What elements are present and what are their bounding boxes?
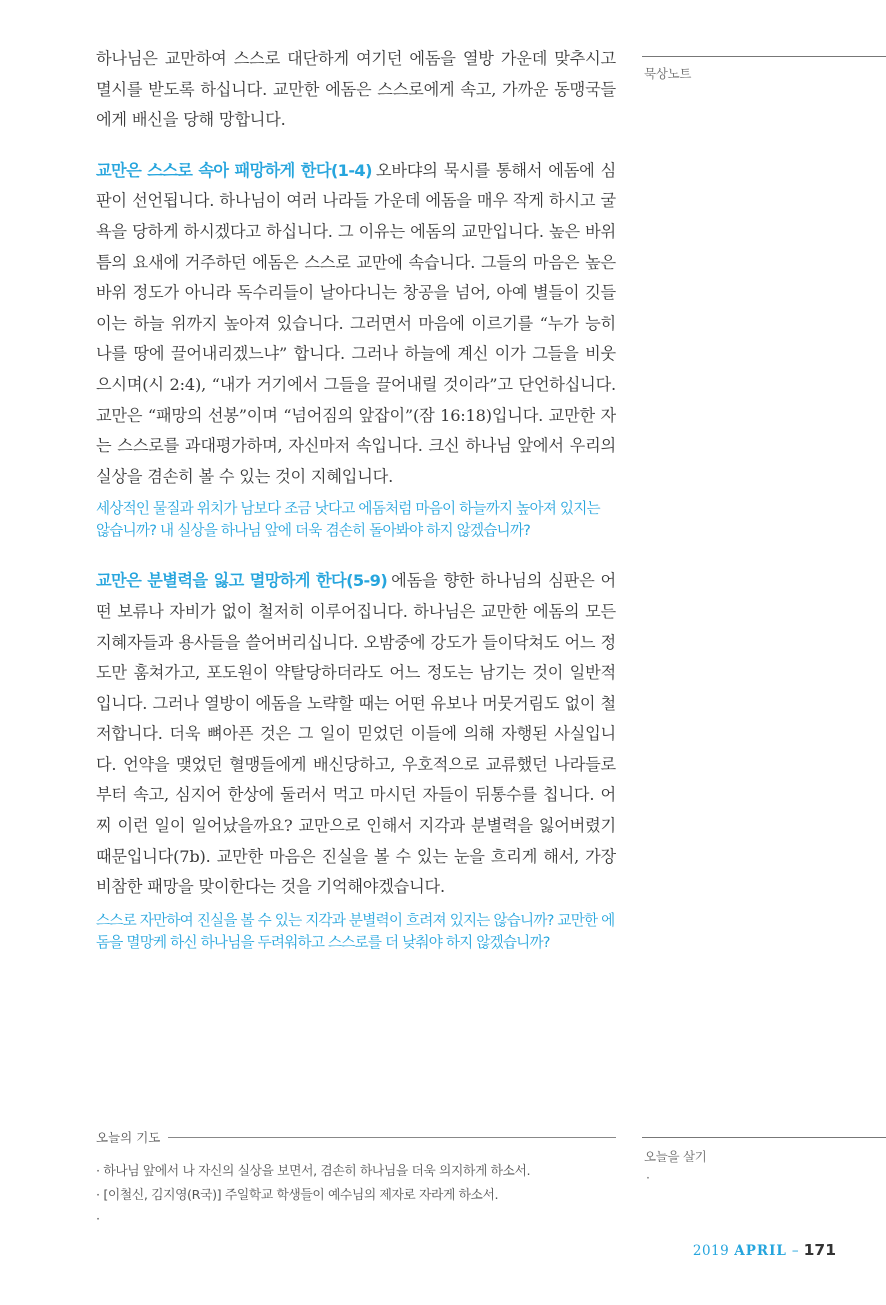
section-1-heading: 교만은 스스로 속아 패망하게 한다(1-4) bbox=[96, 160, 372, 180]
meditation-note-label: 묵상노트 bbox=[644, 66, 692, 81]
section-2-body: 에돔을 향한 하나님의 심판은 어떤 보류나 자비가 없이 철저히 이루어집니다. 하나님은 교만한 에돔의 모든 지혜자들과 용사들을 쓸어버리십니다. 오밤중에 강도가 들이닥쳐도 어느 정도만 훔쳐가고, 포도원이 약탈당하더라도 어느 정도는 남기는 것이 일반적입니다. 그러나 열방이 에돔을 노략할 때는 어떤 유보나 머뭇거림도 없이 철저합니다. 더욱 뼈아픈 것은 그 일이 믿었던 이들에 의해 자행된 사실입니다. 언약을 맺었던 혈맹들에게 배신당하고, 우호적으로 교류했던 나라들로부터 속고, 심지어 한상에 둘러서 먹고 마시던 자들이 뒤통수를 칩니다. 어찌 이런 일이 일어났을까요? 교만으로 인해서 지각과 분별력을 잃어버렸기 때문입니다(7b). 교만한 마음은 진실을 볼 수 있는 눈을 흐리게 해서, 가장 비참한 패망을 맞이한다는 것을 기억해야겠습니다. bbox=[96, 571, 616, 897]
section-2-question: 스스로 자만하여 진실을 볼 수 있는 지각과 분별력이 흐려져 있지는 않습니까? 교만한 에돔을 멸망케 하신 하나님을 두려워하고 스스로를 더 낮춰야 하지 않겠습니까? bbox=[96, 911, 615, 951]
main-column bbox=[96, 44, 616, 978]
footer-month: APRIL bbox=[734, 1243, 787, 1259]
prayer-section bbox=[96, 1128, 616, 1232]
section-2-paragraph bbox=[96, 566, 616, 903]
footer-dash: – bbox=[791, 1243, 799, 1259]
prayer-rule bbox=[168, 1137, 616, 1138]
prayer-label: 오늘의 기도 bbox=[96, 1130, 161, 1145]
page-number: 171 bbox=[803, 1241, 836, 1259]
prayer-item: · [이철신, 김지영(R국)] 주일학교 학생들이 예수님의 제자로 자라게 하소서. bbox=[96, 1188, 499, 1203]
section-2-heading: 교만은 분별력을 잃고 멸망하게 한다(5-9) bbox=[96, 571, 388, 591]
prayer-item: · bbox=[96, 1212, 100, 1227]
today-rule bbox=[642, 1137, 886, 1138]
today-bullet: · bbox=[646, 1170, 650, 1185]
section-1-body: 오바댜의 묵시를 통해서 에돔에 심판이 선언됩니다. 하나님이 여러 나라들 가운데 에돔을 매우 작게 하시고 굴욕을 당하게 하시겠다고 하십니다. 그 이유는 에돔의 교만입니다. 높은 바위 틈의 요새에 거주하던 에돔은 스스로 교만에 속습니다. 그들의 마음은 높은 바위 정도가 아니라 독수리들이 날아다니는 창공을 넘어, 아예 별들이 깃들이는 하늘 위까지 높아져 있습니다. 그러면서 마음에 이르기를 “누가 능히 나를 땅에 끌어내리겠느냐” 합니다. 그러나 하늘에 계신 이가 그들을 비웃으시며(시 2:4), “내가 거기에서 그들을 끌어내릴 것이라”고 단언하십니다. 교만은 “패망의 선봉”이며 “넘어짐의 앞잡이”(잠 16:18)입니다. 교만한 자는 스스로를 과대평가하며, 자신마저 속입니다. 크신 하나님 앞에서 우리의 실상을 겸손히 볼 수 있는 것이 지혜입니다. bbox=[96, 160, 617, 486]
prayer-list bbox=[96, 1160, 616, 1232]
meditation-note-rule bbox=[642, 56, 886, 57]
section-1-paragraph bbox=[96, 156, 616, 493]
intro-paragraph: 하나님은 교만하여 스스로 대단하게 여기던 에돔을 열방 가운데 맞추시고 멸시를 받도록 하십니다. 교만한 에돔은 스스로에게 속고, 가까운 동맹국들에게 배신을 당해 망합니다. bbox=[96, 49, 616, 130]
section-1-question: 세상적인 물질과 위치가 남보다 조금 낫다고 에돔처럼 마음이 하늘까지 높아져 있지는 않습니까? 내 실상을 하나님 앞에 더욱 겸손히 돌아봐야 하지 않겠습니까? bbox=[96, 500, 600, 540]
today-label: 오늘을 살기 bbox=[644, 1149, 707, 1164]
footer-year: 2019 bbox=[692, 1243, 730, 1259]
page-footer bbox=[693, 1241, 836, 1259]
prayer-item: · 하나님 앞에서 나 자신의 실상을 보면서, 겸손히 하나님을 더욱 의지하게 하소서. bbox=[96, 1164, 531, 1179]
prayer-header bbox=[96, 1128, 616, 1146]
